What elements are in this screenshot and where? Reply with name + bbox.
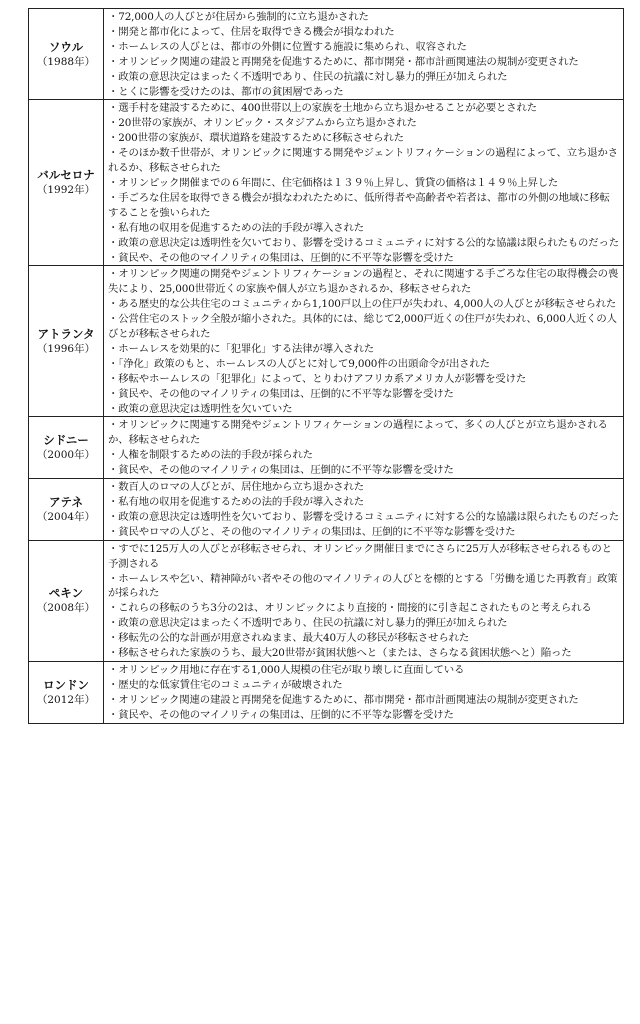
impact-item: ・貧民や、その他のマイノリティの集団は、圧倒的に不平等な影響を受けた — [108, 708, 454, 721]
city-name: シドニー — [43, 433, 89, 448]
impact-item: ・オリンピック関連の開発やジェントリフィケーションの過程と、それに関連する手ごろな住宅の取得機会の喪失により、25,000世帯近くの家族や個人が立ち退かされるか、移転させられた — [108, 268, 619, 296]
impact-list — [104, 100, 624, 266]
impact-item: ・貧民や、その他のマイノリティの集団は、圧倒的に不平等な影響を受けた — [108, 251, 454, 264]
impact-item: ・ホームレスや乞い、精神障がい者やその他のマイノリティの人びとを標的とする「労働を通じた再教育」政策が採られた — [108, 572, 618, 600]
impact-item: ・数百人のロマの人びとが、居住地から立ち退かされた — [108, 481, 365, 494]
impact-item: ・公営住宅のストック全般が縮小された。具体的には、総じて2,000戸近くの住戸が失われ、6,000人近くの人びとが移転させられた — [108, 313, 617, 341]
impact-item: ・オリンピック関連の建設と再開発を促進するために、都市開発・都市計画関連法の規制が変更された — [108, 693, 579, 706]
impact-item: ・オリンピック関連の建設と再開発を促進するために、都市開発・都市計画関連法の規制が変更された — [108, 55, 579, 68]
impact-item: ・政策の意思決定はまったく不透明であり、住民の抗議に対し暴力的弾圧が加えられた — [108, 617, 508, 630]
city-cell — [29, 479, 104, 541]
impact-item: ・これらの移転のうち3分の2は、オリンピックにより直接的・間接的に引き起こされたものと考えられる — [108, 602, 592, 615]
impact-item: ・貧民や、その他のマイノリティの集団は、圧倒的に不平等な影響を受けた — [108, 464, 454, 477]
impact-item: ・私有地の収用を促進するための法的手段が導入された — [108, 496, 365, 508]
impact-item: ・選手村を建設するために、400世帯以上の家族を土地から立ち退かせることが必要とされた — [108, 102, 538, 115]
city-year: （2012年） — [36, 693, 96, 706]
impact-item: ・移転やホームレスの「犯罪化」によって、とりわけアフリカ系アメリカ人が影響を受けた — [108, 372, 527, 385]
city-name: バルセロナ — [37, 168, 95, 183]
city-year: （1992年） — [36, 184, 96, 197]
table-row — [29, 479, 624, 541]
impact-item: ・すでに125万人の人びとが移転させられ、オリンピック開催日までにさらに25万人が移転させられるものと予測される — [108, 542, 612, 570]
city-name: ロンドン — [43, 677, 89, 692]
impact-item: ・人権を制限するための法的手段が採られた — [108, 449, 313, 462]
city-name: アテネ — [48, 494, 84, 509]
impact-item: ・貧民や、その他のマイノリティの集団は、圧倒的に不平等な影響を受けた — [108, 387, 454, 400]
city-cell — [29, 417, 104, 479]
city-cell — [29, 661, 104, 723]
impact-item: ・ホームレスを効果的に「犯罪化」する法律が導入された — [108, 342, 374, 355]
city-name: ペキン — [48, 586, 84, 601]
impact-item: ・ホームレスの人びとは、都市の外側に位置する施設に集められ、収容された — [108, 40, 467, 53]
impact-item: ・「浄化」政策のもと、ホームレスの人びとに対して9,000件の出頭命令が出された — [108, 357, 490, 370]
olympic-displacement-table — [28, 8, 624, 724]
impact-item: ・移転させられた家族のうち、最大20世帯が貧困状態へと（または、さらなる貧困状態へと）陥った — [108, 647, 572, 660]
impact-item: ・政策の意思決定はまったく不透明であり、住民の抗議に対し暴力的弾圧が加えられた — [108, 70, 508, 83]
city-name: アトランタ — [37, 326, 95, 341]
impact-item: ・そのほか数千世帯が、オリンピックに関連する開発やジェントリフィケーションの過程によって、立ち退かされるか、移転させられた — [108, 147, 618, 175]
city-cell — [29, 9, 104, 100]
impact-list — [104, 661, 624, 723]
impact-list — [104, 540, 624, 661]
impact-item: ・ある歴史的な公共住宅のコミュニティから1,100戸以上の住戸が失われ、4,000人の人びとが移転させられた — [108, 298, 617, 311]
table-row — [29, 9, 624, 100]
city-cell — [29, 540, 104, 661]
city-cell — [29, 100, 104, 266]
impact-item: ・貧民やロマの人びと、その他のマイノリティの集団は、圧倒的に不平等な影響を受けた — [108, 525, 516, 538]
impact-list — [104, 9, 624, 100]
impact-item: ・とくに影響を受けたのは、都市の貧困層であった — [108, 85, 344, 98]
impact-list — [104, 417, 624, 479]
impact-item: ・オリンピックに関連する開発やジェントリフィケーションの過程によって、多くの人びとが立ち退かされるか、移転させられた — [108, 419, 608, 447]
impact-item: ・政策の意思決定は透明性を欠いており、影響を受けるコミュニティに対する公的な協議は限られたものだった — [108, 510, 619, 523]
city-year: （1988年） — [36, 55, 96, 68]
impact-item: ・政策の意思決定は透明性を欠いていた — [108, 402, 293, 415]
impact-item: ・開発と都市化によって、住居を取得できる機会が損なわれた — [108, 25, 395, 38]
impact-item: ・20世帯の家族が、オリンピック・スタジアムから立ち退かされた — [108, 117, 417, 130]
city-name: ソウル — [48, 39, 84, 54]
impact-item: ・200世帯の家族が、環状道路を建設するために移転させられた — [108, 132, 404, 145]
city-year: （1996年） — [36, 342, 96, 355]
impact-item: ・オリンピック開催までの６年間に、住宅価格は１３９％上昇し、賃貸の価格は１４９％上昇した — [108, 176, 559, 189]
city-year: （2008年） — [36, 602, 96, 615]
table-row — [29, 540, 624, 661]
impact-item: ・私有地の収用を促進するための法的手段が導入された — [108, 221, 365, 234]
city-year: （2000年） — [36, 449, 96, 462]
impact-item: ・歴史的な低家賃住宅のコミュニティが破壊された — [108, 678, 343, 691]
table-row — [29, 417, 624, 479]
city-year: （2004年） — [36, 510, 96, 523]
impact-item: ・手ごろな住居を取得できる機会が損なわれたために、低所得者や高齢者や若者は、都市の外側の地域に移転することを強いられた — [108, 191, 610, 219]
impact-list — [104, 479, 624, 541]
impact-item: ・政策の意思決定は透明性を欠いており、影響を受けるコミュニティに対する公的な協議は限られたものだった — [108, 236, 619, 249]
impact-item: ・72,000人の人びとが住居から強制的に立ち退かされた — [108, 11, 369, 23]
table-row — [29, 266, 624, 417]
impact-item: ・移転先の公的な計画が用意されぬまま、最大40万人の移民が移転させられた — [108, 632, 470, 645]
city-cell — [29, 266, 104, 417]
impact-item: ・オリンピック用地に存在する1,000人規模の住宅が取り壊しに直面している — [108, 663, 465, 676]
table-row — [29, 661, 624, 723]
impact-list — [104, 266, 624, 417]
table-row — [29, 100, 624, 266]
